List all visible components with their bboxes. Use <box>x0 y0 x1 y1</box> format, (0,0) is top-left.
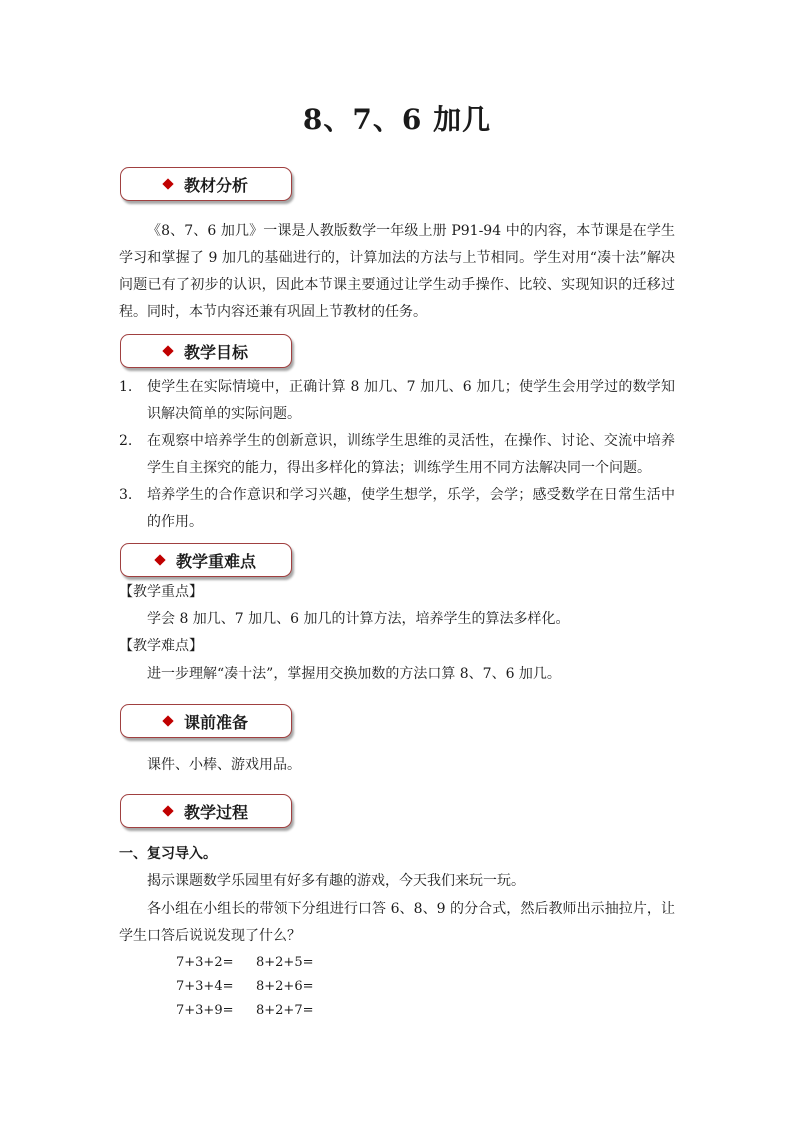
goal-number: 1. <box>119 379 133 395</box>
equation: 8+2+7= <box>256 1003 314 1018</box>
diamond-icon <box>162 178 173 189</box>
prep-text: 课件、小棒、游戏用品。 <box>147 757 301 773</box>
page-title: 8、7、6 加几 <box>302 103 492 136</box>
section-header-keypoints <box>120 543 292 577</box>
analysis-paragraph: 《8、7、6 加几》一课是人教版数学一年级上册 P91-94 中的内容，本节课是在学生学习和掌握了 9 加几的基础进行的，计算加法的方法与上节相同。学生对用“凑十法”解决问题已有了初步的认识，因此本节课主要通过让学生动手操作、比较、实现知识的迁移过程。同时，本节内容还兼有巩固上节教材的任务。 <box>119 223 675 320</box>
diamond-icon <box>154 554 165 565</box>
process-paragraph: 各小组在小组长的带领下分组进行口答 6、8、9 的分合式，然后教师出示抽拉片，让学生口答后说说发现了什么？ <box>119 901 675 944</box>
diamond-icon <box>162 715 173 726</box>
goal-text: 培养学生的合作意识和学习兴趣，使学生想学，乐学，会学；感受数学在日常生活中的作用。 <box>147 487 675 530</box>
section-header-prep <box>120 704 292 738</box>
section-label: 教学过程 <box>183 802 248 822</box>
process-paragraph: 揭示课题数学乐园里有好多有趣的游戏，今天我们来玩一玩。 <box>147 873 525 889</box>
section-header-process <box>120 794 292 828</box>
difficulty-text: 进一步理解“凑十法”，掌握用交换加数的方法口算 8、7、6 加几。 <box>147 666 561 682</box>
diamond-icon <box>162 345 173 356</box>
equation: 7+3+9= <box>176 1003 234 1018</box>
equation: 7+3+2= <box>176 955 234 970</box>
key-label: 【教学重点】 <box>119 584 203 600</box>
key-text: 学会 8 加几、7 加几、6 加几的计算方法，培养学生的算法多样化。 <box>147 611 570 627</box>
equation: 8+2+5= <box>256 955 314 970</box>
section-header-analysis <box>120 167 292 201</box>
difficulty-label: 【教学难点】 <box>119 638 203 654</box>
diamond-icon <box>162 805 173 816</box>
section-label: 课前准备 <box>183 712 248 732</box>
equation: 7+3+4= <box>176 979 234 994</box>
goal-number: 2. <box>119 433 133 449</box>
goal-item <box>119 482 675 536</box>
goal-item <box>119 428 675 482</box>
goal-number: 3. <box>119 487 133 503</box>
goal-text: 使学生在实际情境中，正确计算 8 加几、7 加几、6 加几；使学生会用学过的数学知识解决简单的实际问题。 <box>147 379 675 422</box>
goal-text: 在观察中培养学生的创新意识，训练学生思维的灵活性，在操作、讨论、交流中培养学生自主探究的能力，得出多样化的算法；训练学生用不同方法解决同一个问题。 <box>147 433 675 476</box>
equation: 8+2+6= <box>256 979 314 994</box>
section-header-goals <box>120 334 292 368</box>
section-label: 教学重难点 <box>175 551 256 571</box>
section-label: 教学目标 <box>183 342 248 362</box>
step-title: 一、复习导入。 <box>119 846 217 862</box>
section-label: 教材分析 <box>183 175 248 195</box>
goal-item <box>119 374 675 428</box>
